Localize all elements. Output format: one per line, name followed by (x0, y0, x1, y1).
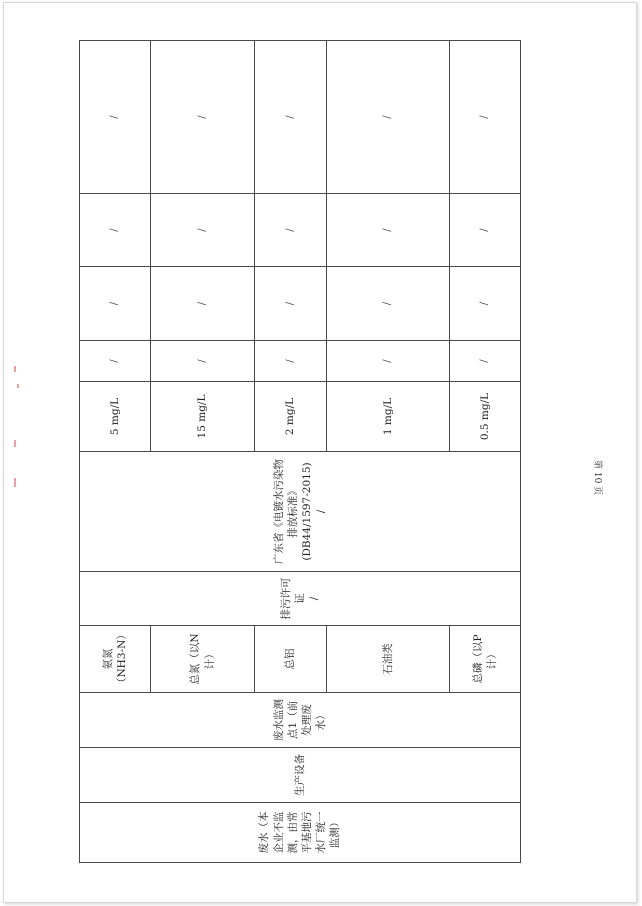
slash-cell (79, 340, 151, 382)
empty-value: / (109, 115, 121, 119)
monitoring-point-label: 废水监测点1（前处理废水） (272, 699, 328, 741)
slash-cell (79, 266, 151, 341)
pollutant-name: 总磷（以P计） (471, 634, 498, 684)
empty-value: / (479, 228, 491, 232)
empty-value: / (479, 301, 491, 306)
scan-artifact (0, 300, 30, 500)
equipment-cell (79, 747, 521, 803)
slash-cell (254, 193, 327, 267)
limit-value: 0.5 mg/L (478, 392, 491, 441)
empty-value: / (382, 359, 394, 363)
empty-value: / (109, 228, 121, 232)
slash-cell (326, 40, 450, 194)
slash-cell (449, 193, 521, 267)
slash-cell (326, 266, 450, 341)
limit-cell (326, 381, 450, 452)
permit-ref-cell (79, 571, 521, 626)
slash-cell (150, 40, 255, 194)
empty-value: / (479, 115, 491, 119)
slash-cell (150, 340, 255, 382)
empty-value: / (382, 301, 394, 306)
slash-cell (254, 40, 327, 194)
slash-cell (150, 193, 255, 267)
slash-cell (449, 340, 521, 382)
limit-value: 5 mg/L (108, 397, 121, 436)
standard-cell (79, 451, 521, 572)
group-label-cell (79, 802, 521, 863)
slash-cell (326, 193, 450, 267)
standard-value: / (315, 509, 328, 514)
slash-cell (254, 340, 327, 382)
limit-value: 1 mg/L (381, 397, 394, 436)
empty-value: / (284, 228, 296, 232)
page-footer (585, 430, 615, 496)
empty-value: / (109, 359, 121, 363)
pollutant-cell (254, 625, 327, 693)
rotated-table-area (80, 40, 521, 862)
pollutant-name: 石油类 (381, 643, 394, 675)
slash-cell (326, 340, 450, 382)
limit-cell (254, 381, 327, 452)
limit-cell (150, 381, 255, 452)
limit-cell (449, 381, 521, 452)
empty-value: / (382, 228, 394, 232)
empty-value: / (284, 115, 296, 119)
empty-value: / (284, 301, 296, 306)
standard-label: 广东省《电镀水污染物排放标准》(DB44/1597-2015) (272, 459, 313, 564)
pollutant-cell (79, 625, 151, 693)
slash-cell (254, 266, 327, 341)
slash-cell (79, 193, 151, 267)
limit-value: 2 mg/L (284, 397, 297, 436)
empty-value: / (109, 301, 121, 306)
slash-cell (449, 40, 521, 194)
pollutant-name: 总氮（以N计） (189, 633, 216, 685)
equipment-label: 生产设备 (293, 754, 306, 796)
page-number: 第 10 页 (592, 460, 602, 496)
pollutant-name: 总铝 (284, 648, 297, 670)
slash-cell (449, 266, 521, 341)
limit-value: 15 mg/L (196, 394, 209, 439)
empty-value: / (196, 115, 208, 119)
empty-value: / (284, 359, 296, 363)
empty-value: / (479, 359, 491, 363)
permit-table (80, 40, 521, 862)
group-label: 废水（本企业不监测，由常平基地污水厂统一监测） (258, 811, 342, 854)
empty-value: / (196, 301, 208, 306)
permit-ref-value: / (308, 596, 321, 601)
empty-value: / (196, 228, 208, 232)
monitoring-point-cell (79, 692, 521, 748)
pollutant-cell (326, 625, 450, 693)
slash-cell (79, 40, 151, 194)
pollutant-cell (150, 625, 255, 693)
empty-value: / (382, 115, 394, 119)
empty-value: / (196, 359, 208, 363)
pollutant-cell (449, 625, 521, 693)
slash-cell (150, 266, 255, 341)
pollutant-name: 氨氮（NH3-N） (101, 629, 128, 688)
permit-ref-label: 排污许可证 (279, 577, 306, 620)
limit-cell (79, 381, 151, 452)
